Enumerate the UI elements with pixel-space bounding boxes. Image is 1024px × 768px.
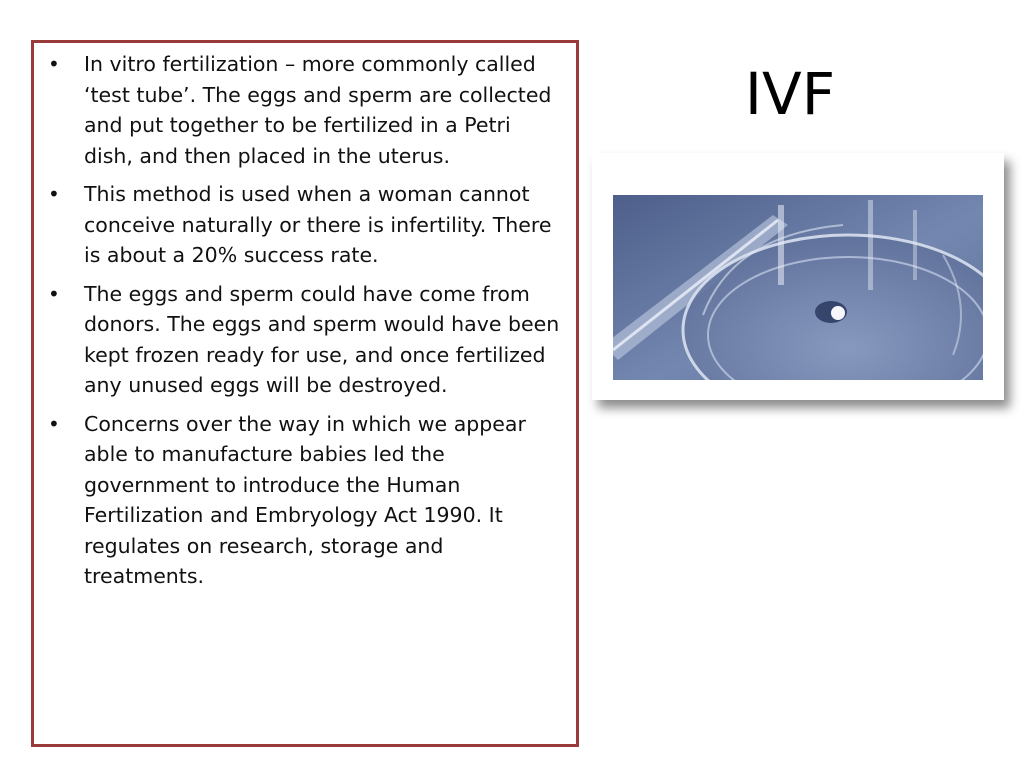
bullet-text: The eggs and sperm could have come from donors. The eggs and sperm would have been kept frozen ready for use, and once fertilized any unused eggs will be destroyed. — [84, 281, 560, 397]
bullet-item — [48, 179, 566, 271]
slide-title: IVF — [744, 60, 836, 128]
bullet-text: This method is used when a woman cannot conceive naturally or there is infertility. There is about a 20% success rate. — [84, 182, 552, 267]
petri-dish-illustration — [613, 195, 983, 380]
bullet-marker: • — [48, 182, 60, 206]
bullet-item — [48, 409, 566, 592]
bullet-list — [34, 43, 576, 592]
bullet-text: In vitro fertilization – more commonly called ‘test tube’. The eggs and sperm are collected and put together to be fertilized in a Petri dish, and then placed in the uterus. — [84, 52, 552, 168]
bullet-item — [48, 279, 566, 401]
bullet-marker: • — [48, 52, 60, 76]
bullet-text: Concerns over the way in which we appear able to manufacture babies led the government to introduce the Human Fertilization and Embryology Act 1990. It regulates on research, storage and treatments. — [84, 411, 526, 588]
bullet-marker: • — [48, 411, 60, 436]
bullet-text-box — [31, 40, 579, 747]
petri-dish-photo — [613, 195, 983, 380]
bullet-marker: • — [48, 281, 60, 306]
photo-frame — [592, 153, 1004, 400]
bullet-item — [48, 49, 566, 171]
